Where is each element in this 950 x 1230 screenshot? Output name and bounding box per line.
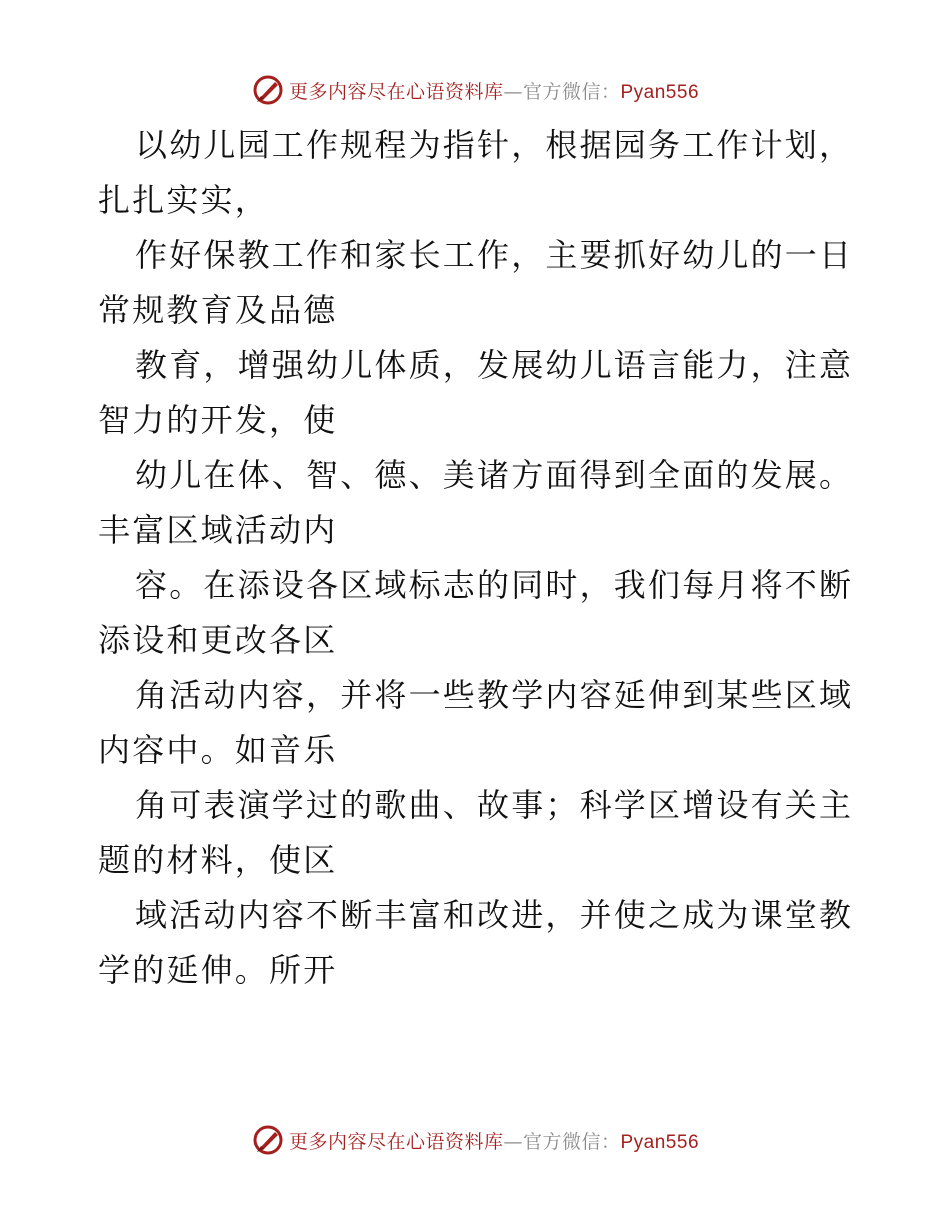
text-line: 域活动内容不断丰富和改进，并使之成为课堂教: [135, 896, 854, 934]
banner-wechat-id: Pyan556: [620, 1131, 700, 1153]
banner-dash: —: [503, 1130, 523, 1153]
text-line: 教育，增强幼儿体质，发展幼儿语言能力，注意: [135, 346, 854, 384]
text-line: 作好保教工作和家长工作，主要抓好幼儿的一日: [135, 236, 854, 274]
text-line: 内容中。如音乐: [98, 731, 338, 769]
red-quill-logo-icon: [251, 73, 285, 107]
text-line: 以幼儿园工作规程为指针，根据园务工作计划，: [135, 126, 854, 164]
text-line: 丰富区域活动内: [98, 511, 338, 549]
document-body: [98, 118, 858, 998]
text-line: 扎扎实实，: [98, 181, 270, 219]
banner-main-text: 更多内容尽在心语资料库: [288, 80, 504, 103]
header-banner: [0, 70, 950, 110]
text-line: 幼儿在体、智、德、美诸方面得到全面的发展。: [135, 456, 854, 494]
text-line: 容。在添设各区域标志的同时，我们每月将不断: [135, 566, 854, 604]
banner-dash: —: [503, 80, 523, 103]
banner-wechat-label: 官方微信：: [522, 80, 621, 103]
text-line: 角可表演学过的歌曲、故事；科学区增设有关主: [135, 786, 854, 824]
banner-wechat-id: Pyan556: [620, 81, 700, 103]
red-quill-logo-icon: [251, 1123, 285, 1157]
text-line: 角活动内容，并将一些教学内容延伸到某些区域: [135, 676, 854, 714]
text-line: 常规教育及品德: [98, 291, 338, 329]
text-line: 题的材料，使区: [98, 841, 338, 879]
banner-main-text: 更多内容尽在心语资料库: [288, 1130, 504, 1153]
footer-banner: [0, 1120, 950, 1160]
banner-wechat-label: 官方微信：: [522, 1130, 621, 1153]
text-line: 智力的开发，使: [98, 401, 338, 439]
text-line: 添设和更改各区: [98, 621, 338, 659]
text-line: 学的延伸。所开: [98, 951, 338, 989]
